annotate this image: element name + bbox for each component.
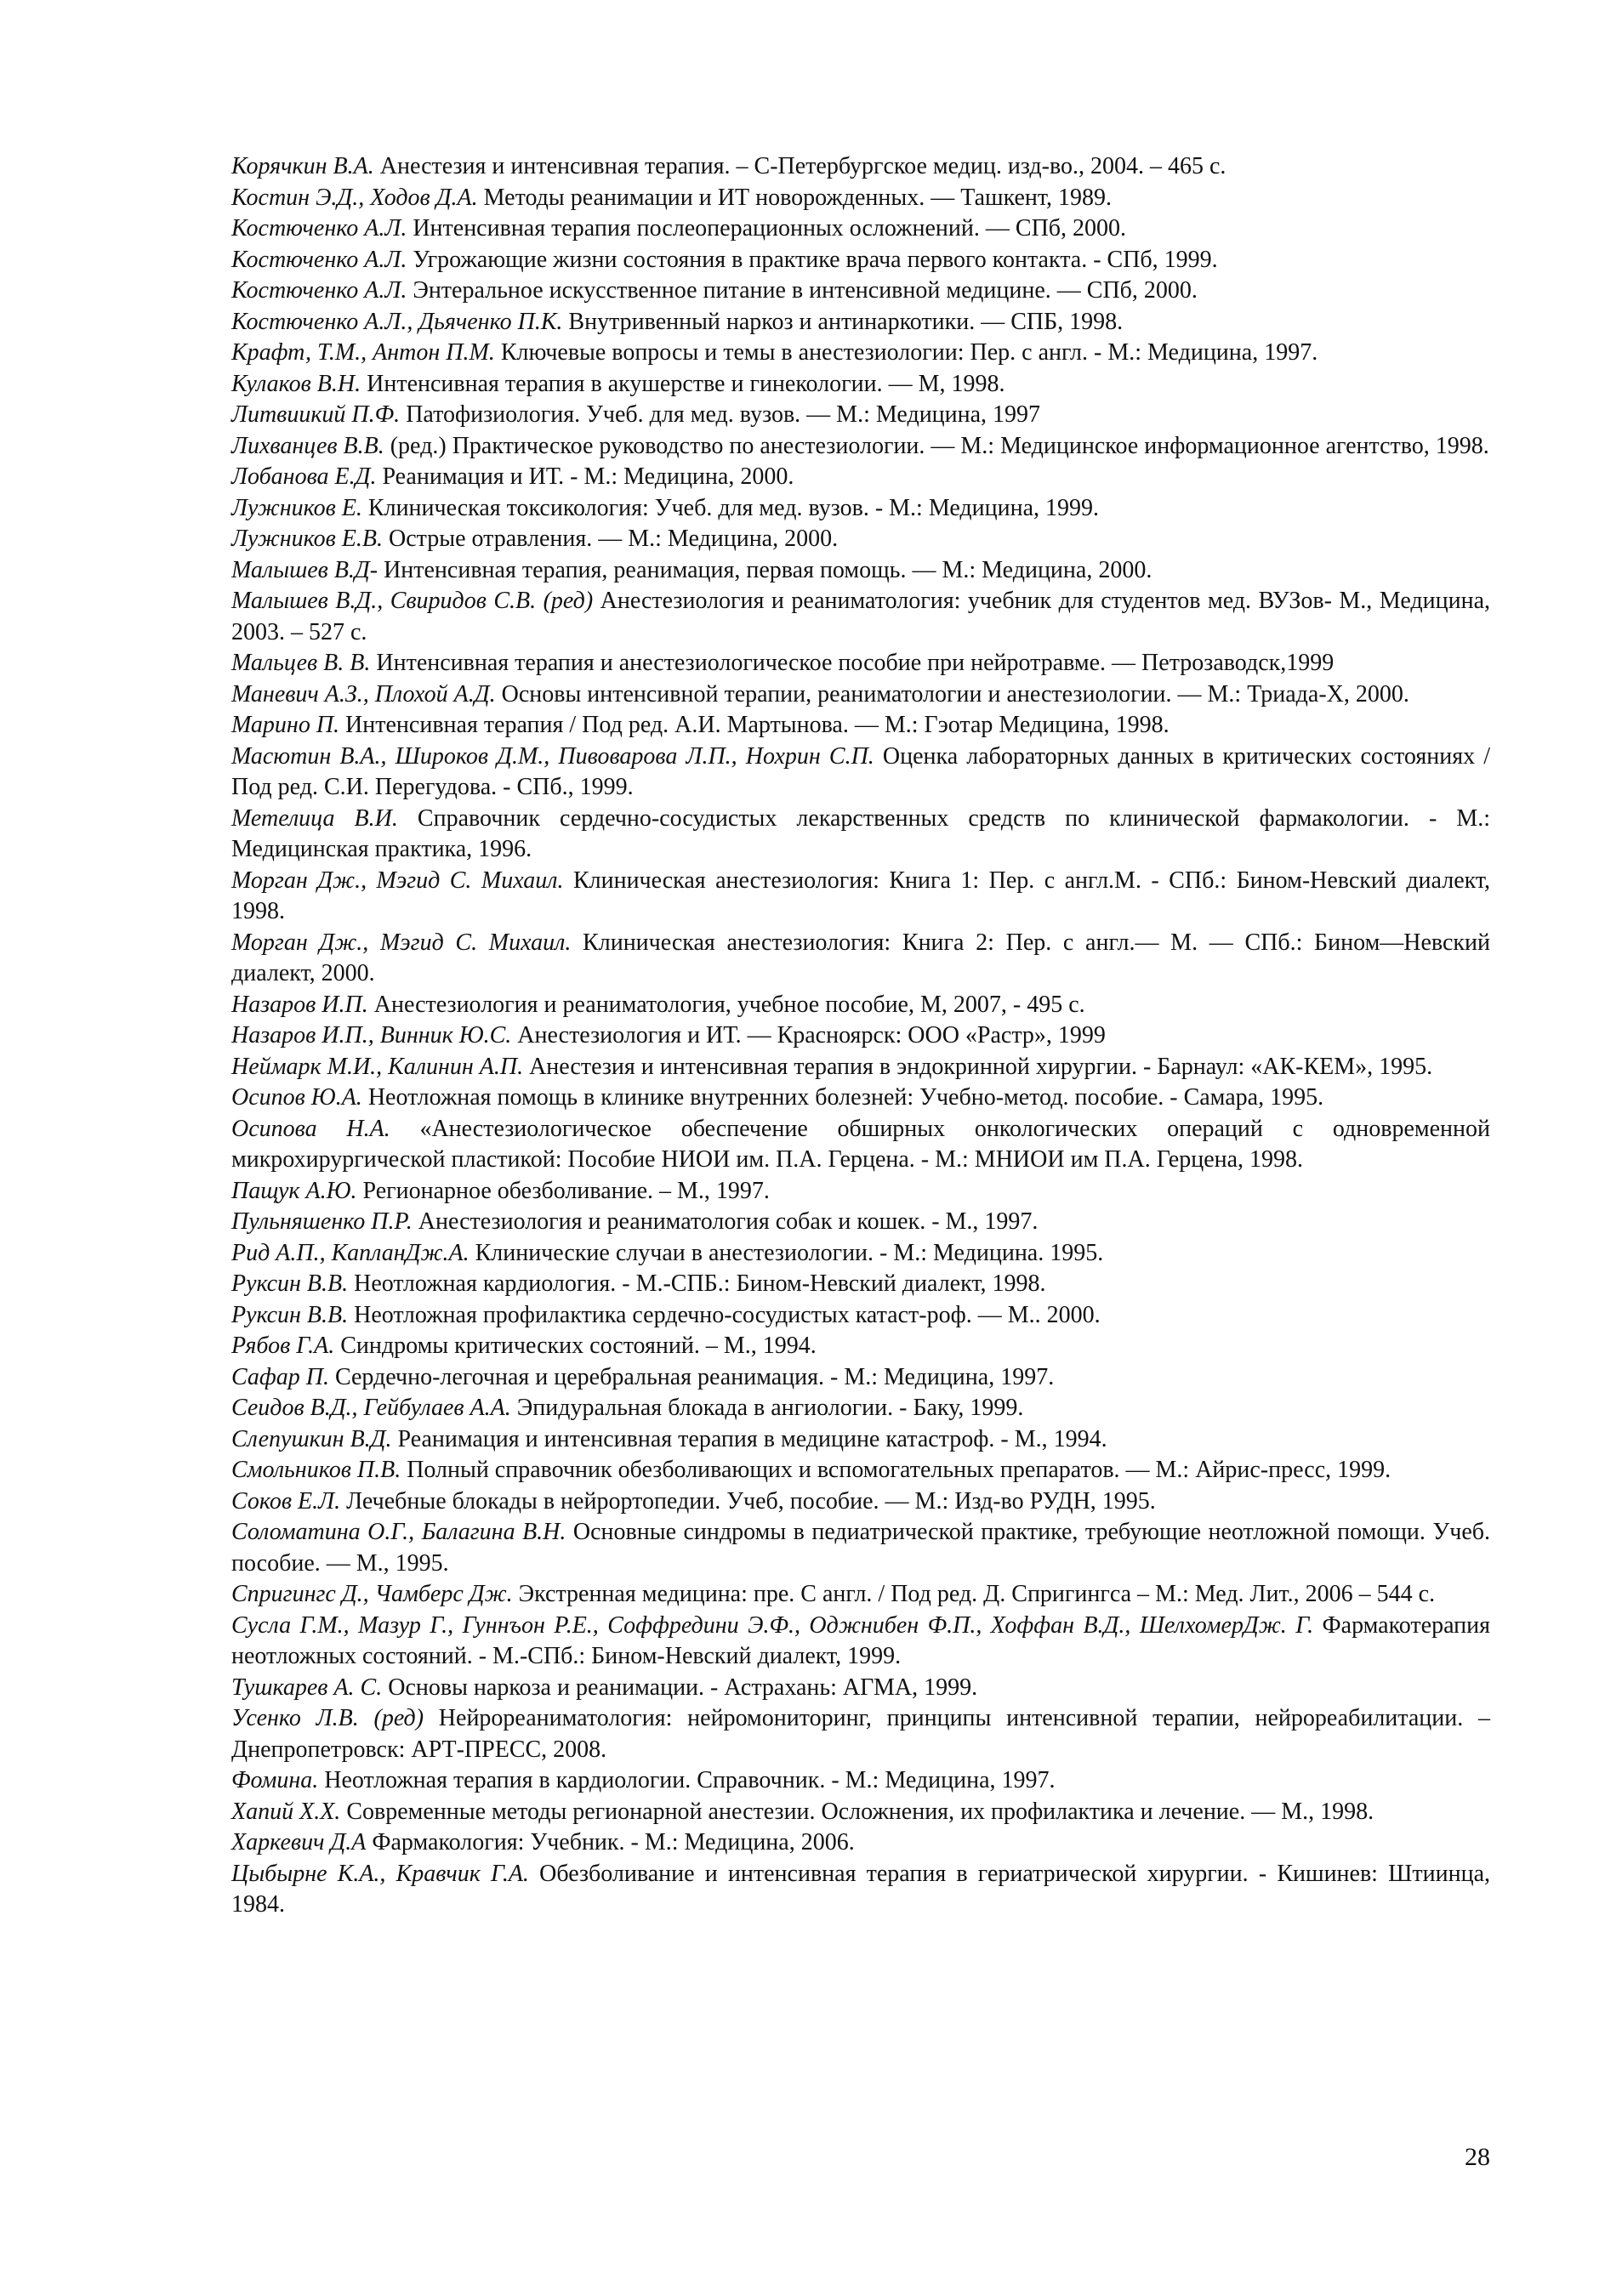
reference-author: Тушкарев А. С. (231, 1674, 383, 1701)
reference-entry (231, 1455, 1490, 1486)
reference-author: Назаров И.П., Винник Ю.С. (231, 1022, 512, 1049)
reference-text: Нейрореаниматология: нейромониторинг, принципы интенсивной терапии, нейрореабилитации. – Днепропетровск: АРТ-ПРЕСС, 2008. (231, 1705, 1490, 1763)
reference-entry (231, 369, 1490, 401)
reference-author: Сусла Г.М., Мазур Г., Гуннъон Р.Е., Соффредини Э.Ф., Оджнибен Ф.П., Хоффан В.Д., ШелхомерДж. Г. (231, 1611, 1314, 1639)
reference-entry (231, 710, 1490, 742)
reference-author: Сафар П. (231, 1363, 329, 1390)
reference-entry (231, 338, 1490, 369)
reference-text: Клиническая анестезиология: Книга 1: Пер. с англ.М. - СПб.: Бином-Невский диалект, 1998. (231, 867, 1490, 924)
reference-text: Неотложная профилактика сердечно-сосудистых катаст-роф. — М.. 2000. (348, 1301, 1101, 1328)
reference-text: Синдромы критических состояний. – М., 1994. (334, 1333, 817, 1359)
reference-entry (231, 1797, 1490, 1828)
reference-text: (ред.) Практическое руководство по анестезиологии. — М.: Медицинское информационное агентство, 1998. (384, 432, 1489, 459)
reference-author: Харкевич Д.А (231, 1829, 367, 1856)
reference-author: Сеидов В.Д., Гейбулаев А.А. (231, 1395, 511, 1421)
reference-author: Соломатина О.Г., Балагина В.Н. (231, 1519, 566, 1545)
reference-text: Анестезия и интенсивная терапия в эндокринной хирургии. - Барнаул: «АК-КЕМ», 1995. (523, 1053, 1433, 1080)
reference-author: Руксин В.В. (231, 1270, 349, 1297)
reference-entry (231, 586, 1490, 648)
reference-entry (231, 866, 1490, 928)
reference-text: Основы наркоза и реанимации. - Астрахань: АГМА, 1999. (382, 1674, 978, 1701)
reference-entry (231, 524, 1490, 555)
reference-entry (231, 462, 1490, 493)
reference-author: Неймарк М.И., Калинин А.П. (231, 1053, 524, 1080)
reference-author: Рябов Г.А. (231, 1333, 335, 1359)
reference-text: Основные синдромы в педиатрической практике, требующие неотложной помощи. Учеб. пособие. — М., 1995. (231, 1519, 1490, 1577)
reference-entry (231, 1424, 1490, 1456)
reference-entry (231, 1020, 1490, 1052)
reference-author: Лихванцев В.В. (231, 432, 384, 459)
reference-author: Морган Дж., Мэгид С. Михаил. (231, 929, 572, 956)
reference-entry (231, 1114, 1490, 1176)
reference-text: Реанимация и интенсивная терапия в медицине катастроф. - М., 1994. (391, 1425, 1107, 1452)
reference-text: Клинические случаи в анестезиологии. - М.: Медицина. 1995. (469, 1239, 1104, 1266)
reference-author: Цыбырне К.А., Кравчик Г.А. (231, 1860, 529, 1887)
reference-author: Назаров И.П. (231, 991, 368, 1018)
reference-text: Основы интенсивной терапии, реаниматологии и анестезиологии. — М.: Триада-Х, 2000. (495, 680, 1409, 708)
reference-text: Справочник сердечно-сосудистых лекарственных средств по клинической фармакологии. - М.: Медицинская практика, 1996. (231, 804, 1491, 862)
reference-text: Лечебные блокады в нейрортопедии. Учеб, пособие. — М.: Изд-во РУДН, 1995. (340, 1487, 1156, 1515)
reference-text: Клиническая анестезиология: Книга 2: Пер. с англ.— М. — СПб.: Бином—Невский диалект, 2000. (231, 929, 1490, 986)
reference-text: Фармакология: Учебник. - М.: Медицина, 2006. (366, 1829, 855, 1856)
reference-entry (231, 1611, 1490, 1673)
reference-text: Внутривенный наркоз и антинаркотики. — СПБ, 1998. (562, 308, 1124, 335)
reference-entry (231, 1300, 1490, 1332)
reference-text: Неотложная помощь в клинике внутренних болезней: Учебно-метод. пособие. - Самара, 1995. (361, 1084, 1324, 1111)
reference-entry (231, 431, 1490, 463)
reference-author: Малышев В.Д., Свиридов С.В. (ред) (231, 588, 594, 614)
reference-author: Лобанова Е.Д. (231, 463, 377, 490)
reference-author: Костюченко А.Л. (231, 246, 407, 273)
reference-entry (231, 1703, 1490, 1765)
reference-text: Экстренная медицина: пре. С англ. / Под ред. Д. Спригингса – М.: Мед. Лит., 2006 – 544 с. (512, 1581, 1436, 1607)
reference-list (231, 151, 1490, 1921)
reference-entry (231, 213, 1490, 245)
reference-entry (231, 928, 1490, 990)
reference-author: Руксин В.В. (231, 1301, 349, 1328)
reference-text: Анестезиология и ИТ. — Красноярск: ООО «Растр», 1999 (511, 1022, 1106, 1049)
reference-text: Острые отравления. — М.: Медицина, 2000. (383, 526, 839, 552)
reference-text: Ключевые вопросы и темы в анестезиологии: Пер. с англ. - М.: Медицина, 1997. (494, 339, 1318, 366)
reference-text: «Анестезиологическое обеспечение обширных онкологических операций с одновременной микрохирургической пластикой: Пособие НИОИ им. П.А. Герцена. - М.: МНИОИ им П.А. Герцена, 1998. (231, 1115, 1490, 1173)
reference-text: Интенсивная терапия послеоперационных осложнений. — СПб, 2000. (407, 215, 1127, 242)
reference-author: Мальцев В. В. (231, 650, 371, 676)
reference-entry (231, 1269, 1490, 1300)
reference-author: Костюченко А.Л. (231, 277, 407, 304)
reference-entry (231, 183, 1490, 214)
reference-text: Угрожающие жизни состояния в практике врача первого контакта. - СПб, 1999. (407, 246, 1218, 273)
reference-entry (231, 1362, 1490, 1394)
reference-text: Неотложная терапия в кардиологии. Справочник. - М.: Медицина, 1997. (318, 1767, 1056, 1793)
reference-author: Осипов Ю.А. (231, 1084, 362, 1111)
reference-author: Марино П. (231, 712, 340, 738)
reference-entry (231, 1052, 1490, 1083)
reference-entry (231, 151, 1490, 183)
reference-text: Анестезия и интенсивная терапия. – С-Петербургское медиц. изд-во., 2004. – 465 с. (373, 153, 1226, 179)
reference-author: Соков Е.Л. (231, 1487, 341, 1515)
reference-entry (231, 1207, 1490, 1238)
reference-text: Эпидуральная блокада в ангиологии. - Баку, 1999. (510, 1395, 1024, 1421)
reference-text: Обезболивание и интенсивная терапия в гериатрической хирургии. - Кишинев: Штиинца, 1984. (231, 1860, 1490, 1918)
reference-text: Современные методы регионарной анестезии. Осложнения, их профилактика и лечение. — М., 1998. (340, 1798, 1374, 1825)
reference-entry (231, 1331, 1490, 1362)
reference-entry (231, 400, 1490, 431)
reference-author: Слепушкин В.Д. (231, 1425, 392, 1452)
reference-entry (231, 1517, 1490, 1579)
reference-text: Сердечно-легочная и церебральная реанимация. - М.: Медицина, 1997. (328, 1363, 1055, 1390)
page-number: 28 (1465, 2143, 1490, 2171)
reference-text: Анестезиология и реаниматология собак и кошек. - М., 1997. (412, 1208, 1039, 1235)
reference-text: Интенсивная терапия в акушерстве и гинекологии. — М, 1998. (361, 370, 1005, 397)
reference-entry (231, 1765, 1490, 1797)
reference-author: Спригингс Д., Чамберс Дж. (231, 1581, 513, 1607)
reference-entry (231, 742, 1490, 804)
reference-author: Малышев В.Д- (231, 556, 378, 583)
reference-entry (231, 1486, 1490, 1518)
reference-author: Осипова Н.А. (231, 1115, 390, 1142)
reference-author: Усенко Л.В. (ред) (231, 1705, 424, 1731)
reference-author: Пульняшенко П.Р. (231, 1208, 413, 1235)
reference-entry (231, 1827, 1490, 1859)
reference-author: Фомина. (231, 1767, 319, 1793)
reference-author: Хапий Х.Х. (231, 1798, 341, 1825)
reference-entry (231, 245, 1490, 276)
reference-text: Интенсивная терапия и анестезиологическое пособие при нейротравме. — Петрозаводск,1999 (370, 650, 1335, 676)
reference-text: Методы реанимации и ИТ новорожденных. — Ташкент, 1989. (477, 184, 1113, 211)
reference-entry (231, 1238, 1490, 1270)
reference-text: Интенсивная терапия / Под ред. А.И. Мартынова. — М.: Гэотар Медицина, 1998. (339, 712, 1170, 738)
reference-entry (231, 555, 1490, 587)
reference-text: Оценка лабораторных данных в критических состояниях / Под ред. С.И. Перегудова. - СПб., 1999. (231, 742, 1490, 800)
reference-author: Пащук А.Ю. (231, 1177, 357, 1204)
reference-author: Морган Дж., Мэгид С. Михаил. (231, 867, 564, 894)
reference-author: Рид А.П., КапланДж.А. (231, 1239, 470, 1266)
reference-author: Корячкин В.А. (231, 153, 374, 179)
reference-entry (231, 276, 1490, 307)
reference-text: Энтеральное искусственное питание в интенсивной медицине. — СПб, 2000. (407, 277, 1198, 304)
reference-text: Анестезиология и реаниматология, учебное пособие, М, 2007, - 495 с. (367, 991, 1085, 1018)
reference-author: Маневич А.З., Плохой А.Д. (231, 680, 496, 708)
reference-entry (231, 1176, 1490, 1208)
reference-text: Патофизиология. Учеб. для мед. вузов. — М.: Медицина, 1997 (400, 401, 1041, 428)
reference-author: Кулаков В.Н. (231, 370, 361, 397)
reference-entry (231, 648, 1490, 679)
reference-text: Реанимация и ИТ. - М.: Медицина, 2000. (376, 463, 794, 490)
reference-author: Масютин В.А., Широков Д.М., Пивоварова Л.П., Нохрин С.П. (231, 742, 874, 770)
reference-entry (231, 679, 1490, 711)
reference-text: Фармакотерапия неотложных состояний. - М.-СПб.: Бином-Невский диалект, 1999. (231, 1611, 1490, 1669)
reference-author: Лужников Е.В. (231, 526, 384, 552)
reference-entry (231, 804, 1490, 866)
reference-author: Костюченко А.Л. (231, 215, 407, 242)
reference-text: Регионарное обезболивание. – М., 1997. (356, 1177, 770, 1204)
reference-entry (231, 493, 1490, 525)
reference-author: Метелица В.И. (231, 804, 398, 832)
reference-entry (231, 307, 1490, 338)
reference-entry (231, 1393, 1490, 1424)
reference-entry (231, 1579, 1490, 1611)
reference-author: Крафт, Т.М., Антон П.М. (231, 339, 495, 366)
reference-text: Клиническая токсикология: Учеб. для мед. вузов. - М.: Медицина, 1999. (361, 494, 1100, 521)
reference-author: Костин Э.Д., Ходов Д.А. (231, 184, 478, 211)
reference-author: Смольников П.В. (231, 1457, 401, 1483)
reference-text: Интенсивная терапия, реанимация, первая помощь. — М.: Медицина, 2000. (378, 556, 1152, 583)
reference-entry (231, 1083, 1490, 1114)
reference-entry (231, 990, 1490, 1021)
reference-author: Костюченко А.Л., Дьяченко П.К. (231, 308, 563, 335)
reference-entry (231, 1673, 1490, 1704)
reference-entry (231, 1859, 1490, 1921)
reference-author: Литвиикий П.Ф. (231, 401, 401, 428)
reference-text: Неотложная кардиология. - М.-СПБ.: Бином-Невский диалект, 1998. (348, 1270, 1046, 1297)
reference-text: Полный справочник обезболивающих и вспомогательных препаратов. — М.: Айрис-пресс, 1999. (401, 1457, 1392, 1483)
reference-author: Лужников Е. (231, 494, 362, 521)
reference-text: Анестезиология и реаниматология: учебник для студентов мед. ВУЗов- М., Медицина, 2003. – 527 с. (231, 588, 1490, 645)
